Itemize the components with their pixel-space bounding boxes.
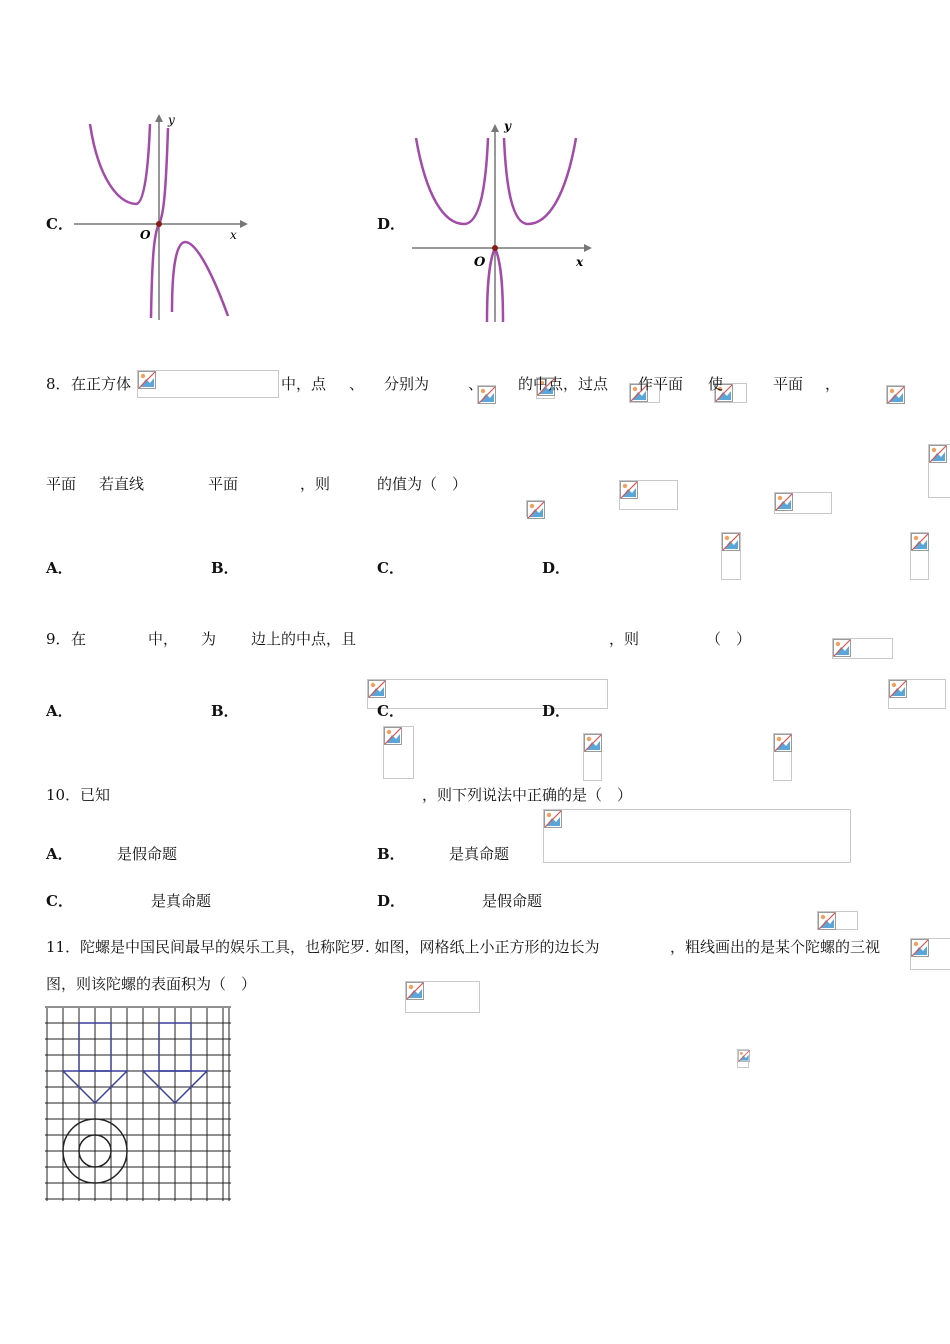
q8-text-4: 分别为 (384, 375, 430, 393)
q8-text-13: 平面 (208, 475, 239, 493)
q9-option-d: D． (542, 702, 571, 720)
q8-number: 8． (46, 375, 71, 393)
q8-text-9: 平面 (773, 375, 804, 393)
option-c-label: C． (46, 215, 73, 233)
origin-label: O (474, 255, 486, 270)
q8-option-b: B． (211, 559, 239, 577)
q10-number: 10． (46, 786, 81, 804)
q8-text-15: 的值为（ ） (377, 475, 468, 493)
formula-image (910, 532, 929, 580)
q10-text-2: ，则下列说法中正确的是（ ） (422, 786, 633, 804)
q10-option-b-text: 是真命题 (449, 845, 510, 863)
three-view-grid-figure (44, 1004, 234, 1204)
q8-option-c: C． (377, 559, 404, 577)
formula-image (405, 981, 480, 1013)
formula-image (928, 444, 950, 498)
q10-option-d: D． (377, 892, 406, 910)
q8-text-11: 平面 (46, 475, 77, 493)
q11-number: 11． (46, 938, 81, 956)
formula-image (774, 492, 832, 514)
q8-option-a: A． (46, 559, 73, 577)
q10-option-d-text: 是假命题 (482, 892, 543, 910)
q9-option-a: A． (46, 702, 73, 720)
formula-image (526, 500, 545, 517)
formula-image (619, 480, 678, 510)
formula-image (137, 370, 279, 398)
x-axis-label: x (230, 228, 237, 242)
q8-text-14: ，则 (300, 475, 331, 493)
y-axis-label: y (504, 119, 511, 133)
q10-option-c-text: 是真命题 (151, 892, 212, 910)
q10-option-c: C． (46, 892, 73, 910)
q10-option-b: B． (377, 845, 405, 863)
y-axis-label: y (168, 113, 175, 127)
q9-text-4: 边上的中点，且 (251, 630, 357, 648)
q11-text-3: 图，则该陀螺的表面积为（ ） (46, 975, 257, 993)
q10-text-1: 已知 (80, 786, 111, 804)
q8-text-6: 的中点，过点 (518, 375, 609, 393)
formula-image (886, 385, 905, 404)
q8-text-10: ， (825, 375, 841, 393)
formula-image (832, 638, 893, 659)
q8-text-8: 使 (708, 375, 724, 393)
q8-text-2: 中，点 (281, 375, 327, 393)
q9-text-1: 在 (71, 630, 87, 648)
q11-text-2: ，粗线画出的是某个陀螺的三视 (670, 938, 881, 956)
formula-image (817, 911, 858, 930)
q9-option-b: B． (211, 702, 239, 720)
q10-option-a-text: 是假命题 (117, 845, 178, 863)
formula-image (543, 809, 851, 863)
formula-image (383, 726, 414, 779)
q8-text-1: 在正方体 (71, 375, 132, 393)
q9-option-c: C． (377, 702, 404, 720)
q8-option-d: D． (542, 559, 571, 577)
q9-text-3: 为 (201, 630, 217, 648)
formula-image (583, 733, 602, 781)
q9-number: 9． (46, 630, 71, 648)
x-axis-label: x (576, 255, 584, 269)
q8-text-7: 作平面 (638, 375, 684, 393)
q11-text-1: 陀螺是中国民间最早的娱乐工具，也称陀罗. 如图，网格纸上小正方形的边长为 (80, 938, 600, 956)
formula-image (773, 733, 792, 781)
q9-text-5: ，则 (609, 630, 640, 648)
q10-option-a: A． (46, 845, 73, 863)
q8-text-12: 若直线 (99, 475, 145, 493)
origin-label: O (140, 228, 151, 242)
q9-text-2: 中， (148, 630, 179, 648)
q8-text-5: 、 (468, 375, 484, 393)
option-d-label: D． (377, 215, 406, 233)
formula-image (910, 938, 950, 970)
q8-text-3: 、 (349, 375, 365, 393)
graph-c (68, 108, 248, 324)
formula-image (721, 532, 741, 580)
q9-text-6: （ ） (706, 630, 752, 648)
graph-d (408, 116, 592, 324)
formula-image (888, 679, 946, 709)
formula-image (737, 1049, 749, 1068)
